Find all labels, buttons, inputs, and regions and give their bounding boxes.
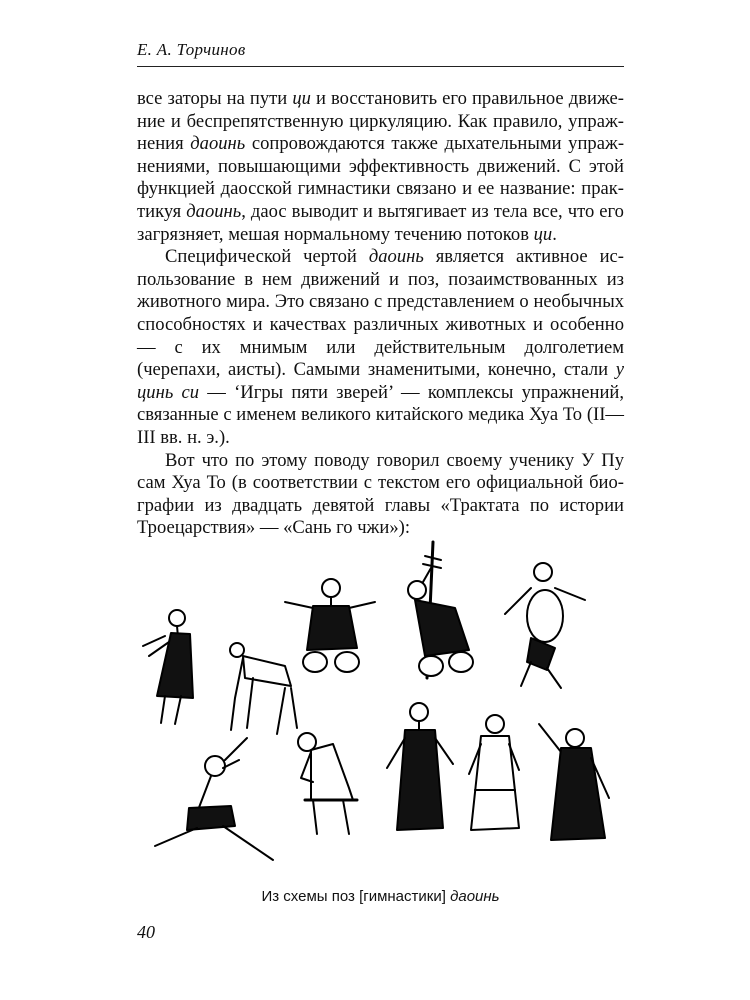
italic-term: у цинь си xyxy=(137,359,624,403)
page-number: 40 xyxy=(137,922,155,942)
paragraph-1 xyxy=(137,88,624,246)
figure-kneeling-arms-spread xyxy=(285,579,375,672)
figure-leaping xyxy=(505,563,585,688)
paragraph-3 xyxy=(137,450,624,540)
caption-text: Из схемы поз [гимнастики] xyxy=(261,888,451,905)
italic-term: ци xyxy=(533,223,553,245)
caption-italic-term: даоинь xyxy=(450,888,500,905)
figure-arm-raised xyxy=(539,724,609,840)
text-run: все заторы на пути xyxy=(137,88,293,109)
body-text xyxy=(137,88,624,540)
italic-term: ци xyxy=(292,88,311,109)
text-run: Специфической чертой xyxy=(165,246,369,268)
figure-standing-black-robe xyxy=(387,703,453,830)
figure-kneeling-with-staff xyxy=(408,542,473,678)
running-head: Е. А. Торчинов xyxy=(137,40,246,59)
figure-bent-forward xyxy=(230,643,297,734)
text-run: и восстановить его правильное движение и беспрепятственную циркуляцию. Как правило, упражнения xyxy=(137,88,624,155)
figure-standing-white-robe xyxy=(469,715,519,830)
text-run: является активное использование в нем движений и поз, позаимствованных из животного мира. Это связано с представлением о необычных способностях и качествах различных животных и особенно — с их мнимым или действительным долголетием (черепахи, аисты). Самыми знаменитыми, конечно, стали xyxy=(137,246,624,381)
text-run: сопровождаются также дыхательными упражнениями, повышающими эффективность движений. С этой функцией даосской гимнастики связано и ее название: практикуя xyxy=(137,133,625,222)
figure-running xyxy=(155,738,273,860)
text-run: Вот что по этому поводу говорил своему ученику У Пу сам Хуа То (в соответствии с текстом его официальной биографии из двадцать девятой главы «Трактата по истории Троецарствия» — «Сань го чжи»): xyxy=(137,449,624,539)
daoyin-figures-illustration xyxy=(135,538,625,868)
figure-standing-arms-forward xyxy=(143,610,193,724)
italic-term: даоинь xyxy=(186,200,242,222)
text-run: . xyxy=(552,223,557,245)
paragraph-2 xyxy=(137,246,624,449)
italic-term: даоинь xyxy=(368,246,424,268)
text-run: , даос выводит и вытягивает из тела все, что его загрязняет, мешая нормальному течению потоков xyxy=(137,200,624,245)
text-run: — ‘Игры пяти зверей’ — комплексы упражнений, связанные с именем великого китайского медика Хуа То (II—III вв. н. э.). xyxy=(137,381,624,448)
figure-bowing xyxy=(298,733,357,834)
italic-term: даоинь xyxy=(190,133,246,155)
header-rule xyxy=(137,66,624,67)
figure-caption xyxy=(137,888,624,905)
